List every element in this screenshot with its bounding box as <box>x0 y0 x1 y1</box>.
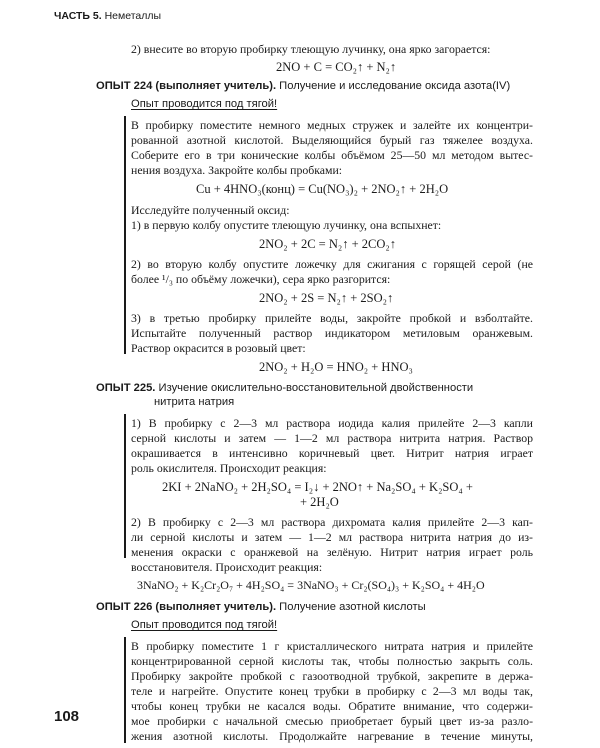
exp224-p1-line1: В пробирку поместите немного медных стружек и залейте их концентри- <box>131 118 533 132</box>
exp226-p1-line3: Пробирку закройте пробкой с газоотводной трубкой, закрепите в держа- <box>131 669 533 683</box>
exp226-p1-line1: В пробирку поместите 1 г кристаллического нитрата натрия и прилейте <box>131 639 533 653</box>
experiment-224-number: ОПЫТ 224 (выполняет учитель). <box>96 80 277 92</box>
running-header <box>54 10 161 22</box>
experiment-225-sidebar <box>124 414 126 558</box>
exp224-examine: Исследуйте полученный оксид: <box>131 203 290 217</box>
experiment-226-title: Получение азотной кислоты <box>279 601 426 613</box>
exp224-step2-line2: более ¹/₃ по объёму ложечки), сера ярко разгорится: <box>131 272 391 286</box>
equation-ki-nitrite-b: + 2H₂O <box>300 495 339 509</box>
exp225-p2-line3: менения окраски с оранжевой на зелёную. Нитрит натрия играет роль <box>131 545 533 559</box>
experiment-224-heading <box>96 80 510 92</box>
part-label: ЧАСТЬ 5. <box>54 10 102 22</box>
equation-no2-sulfur: 2NO₂ + 2S = N₂↑ + 2SO₂↑ <box>259 291 394 305</box>
experiment-226-sidebar <box>124 637 126 743</box>
experiment-225-heading <box>96 382 473 394</box>
exp225-p1-line2: серной кислоты и затем — 1—2 мл раствора нитрита натрия. Раствор <box>131 431 533 445</box>
equation-no-carbon: 2NO + C = CO₂↑ + N₂↑ <box>276 60 397 74</box>
part-title: Неметаллы <box>104 10 162 22</box>
exp224-step3-line3: Раствор окрасится в розовый цвет: <box>131 341 306 355</box>
exp225-p2-line2: ли серной кислоты и затем — 1—2 мл раствора нитрита натрия до из- <box>131 530 533 544</box>
exp226-p1-line4: теле и нагрейте. Опустите конец трубки в пробирку с 2—3 мл воды так, <box>131 684 533 698</box>
exp226-p1-line5: чтобы конец трубки не касался воды. Обратите внимание, что содержи- <box>131 699 533 713</box>
exp224-step1: 1) в первую колбу опустите тлеющую лучинку, она вспыхнет: <box>131 218 442 232</box>
equation-ki-nitrite-a: 2KI + 2NaNO₂ + 2H₂SO₄ = I₂↓ + 2NO↑ + Na₂SO₄ + K₂SO₄ + <box>162 480 473 494</box>
experiment-226-safety-note: Опыт проводится под тягой! <box>131 619 278 631</box>
experiment-225-title-line1: Изучение окислительно-восстановительной двойственности <box>158 382 474 394</box>
exp226-p1-line2: концентрированной серной кислоты так, чтобы полностью закрыть соль. <box>131 654 533 668</box>
experiment-226-heading <box>96 601 426 613</box>
exp224-step3-line2: Испытайте полученный раствор индикатором метиловым оранжевым. <box>131 326 533 340</box>
experiment-224-sidebar <box>124 116 126 354</box>
equation-copper-nitric: Cu + 4HNO₃(конц) = Cu(NO₃)₂ + 2NO₂↑ + 2H₂O <box>196 182 449 196</box>
top-step-2: 2) внесите во вторую пробирку тлеющую лучинку, она ярко загорается: <box>131 42 491 56</box>
exp224-p1-line4: нения воздуха. Закройте колбы пробками: <box>131 163 343 177</box>
experiment-225-number: ОПЫТ 225. <box>96 382 156 394</box>
exp225-p2-line4: восстановителя. Происходит реакция: <box>131 560 323 574</box>
exp226-p1-line7: жения азотной кислоты. Продолжайте нагревание в течение минуты, <box>131 729 533 743</box>
exp224-p1-line3: Соберите его в три конические колбы объёмом 25—50 мл методом вытес- <box>131 148 533 162</box>
experiment-224-safety-note: Опыт проводится под тягой! <box>131 98 278 110</box>
exp226-p1-line6: мое пробирки с начальной смесью приобретает бурый цвет из-за разло- <box>131 714 533 728</box>
equation-no2-carbon: 2NO₂ + 2C = N₂↑ + 2CO₂↑ <box>259 237 397 251</box>
experiment-226-number: ОПЫТ 226 (выполняет учитель). <box>96 601 277 613</box>
exp225-p1-line4: роль окислителя. Происходит реакция: <box>131 461 327 475</box>
exp225-p1-line3: окрашивается в интенсивно коричневый цвет. Нитрит натрия играет <box>131 446 533 460</box>
experiment-224-title: Получение и исследование оксида азота(IV) <box>279 80 511 92</box>
exp224-step2-line1: 2) во вторую колбу опустите ложечку для сжигания с горящей серой (не <box>131 257 533 271</box>
experiment-225-title-line2: нитрита натрия <box>154 396 235 408</box>
equation-no2-water: 2NO₂ + H₂O = HNO₂ + HNO₃ <box>259 360 413 374</box>
exp225-p2-line1: 2) В пробирку с 2—3 мл раствора дихромата калия прилейте 2—3 кап- <box>131 515 533 529</box>
page-number: 108 <box>54 708 80 725</box>
exp224-p1-line2: рованной азотной кислотой. Выделяющийся бурый газ тяжелее воздуха. <box>131 133 533 147</box>
exp225-p1-line1: 1) В пробирку с 2—3 мл раствора иодида калия прилейте 2—3 капли <box>131 416 533 430</box>
exp224-step3-line1: 3) в третью пробирку прилейте воды, закройте пробкой и взболтайте. <box>131 311 533 325</box>
equation-dichromate-nitrite: 3NaNO₂ + K₂Cr₂O₇ + 4H₂SO₄ = 3NaNO₃ + Cr₂(SO₄)₃ + K₂SO₄ + 4H₂O <box>137 578 485 592</box>
